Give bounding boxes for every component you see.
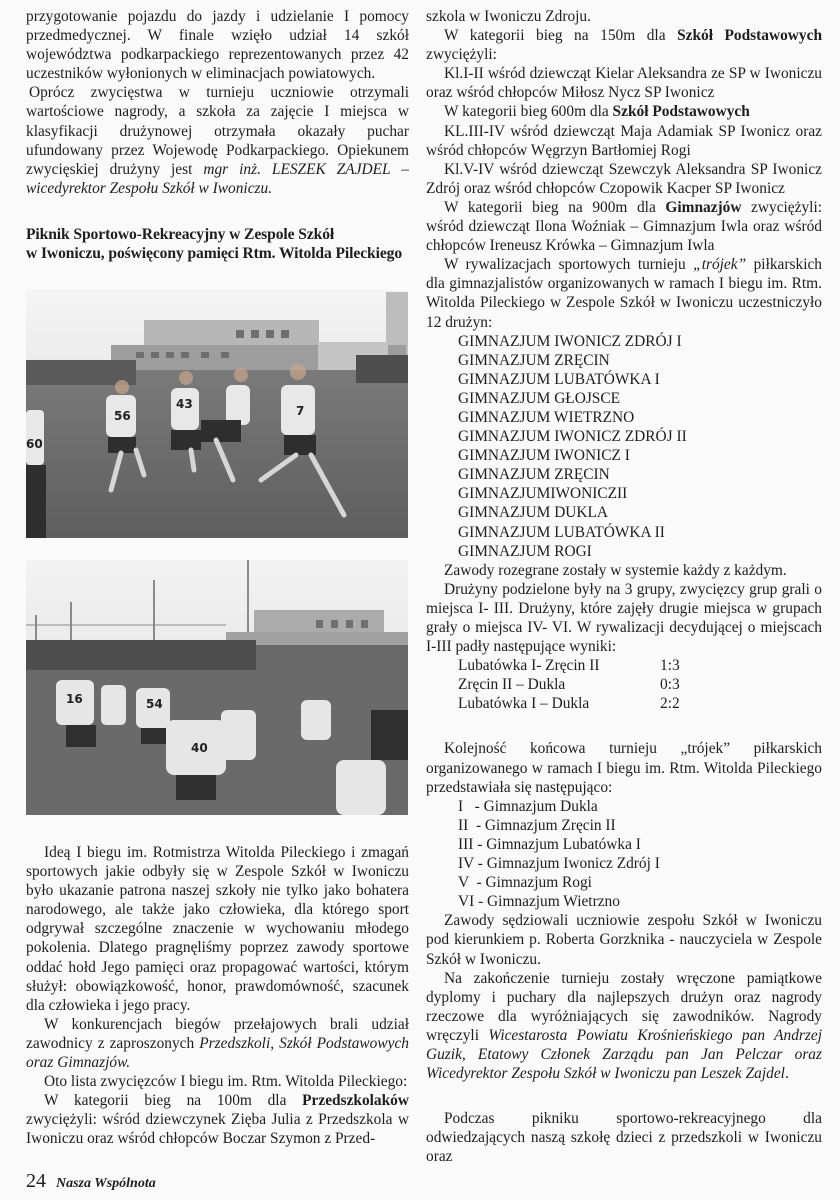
page-number: 24 <box>26 1170 46 1192</box>
result-row <box>426 675 822 694</box>
groups-paragraph: Drużyny podzielone były na 3 grupy, zwycięzcy grup grali o miejsca I- III. Drużyny, które zajęły drugie miejsca w grupach grały o miejsca IV- VI. W rywalizacji decydującej o miejscach I-III padły następujące wyniki: <box>426 580 822 656</box>
bib-43: 43 <box>176 397 193 411</box>
team-item: GIMNAZJUM IWONICZ ZDRÓJ I <box>458 332 682 350</box>
football-text: W rywalizacjach sportowych turnieju <box>444 256 694 274</box>
idea-paragraph: Ideą I biegu im. Rotmistrza Witolda Pileckiego i zmagań sportowych jakie odbyły się w Zespole Szkół w Iwoniczu było ukazanie patrona naszej szkoły nie tylko jako bohatera narodowego, ale także jako człowieka, dla którego sport odgrywał szczególne znaczenie w wychowaniu młodego pokolenia. Dlatego pragnęliśmy poprzez zawody sportowe oddać hołd Jego pamięci oraz propagować wartości, którym służył: obowiązkowość, honor, prawdomówność, szacunek dla człowieka i jego pracy. <box>26 844 409 1014</box>
preschool-text-end: zwyciężyli: wśród dziewczynek Zięba Julia z Przedszkola w Iwoniczu oraz wśród chłopców Boczar Szymon z Przed- <box>26 1111 409 1148</box>
photo-girls-race <box>26 290 408 538</box>
bib-56: 56 <box>114 409 131 423</box>
awards-text: Oprócz zwycięstwa w turnieju uczniowie otrzymali wartościowe nagrody, a szkoła za zajęcie I miejsca w klasyfikacji drużynowej otrzymała okazały puchar ufundowany przez Wojewodę Podkarpackiego. Opiekunem zwycięskiej drużyny jest <box>26 84 409 178</box>
team-item: GIMNAZJUMIWONICZII <box>458 485 628 503</box>
preschool-bold: Przedszkolaków <box>302 1092 409 1110</box>
heading-line-2: w Iwoniczu, poświęcony pamięci Rtm. Witolda Pileckiego <box>26 245 403 263</box>
cat600-bold: Szkół Podstawowych <box>612 103 750 121</box>
rank-item: III - Gimnazjum Lubatówka I <box>458 835 641 853</box>
competitors-italic: Przedszkoli, Szkół Podstawowych oraz Gimnazjów. <box>26 1034 409 1072</box>
team-item: GIMNAZJUM WIETRZNO <box>458 408 635 426</box>
awards-paragraph <box>26 83 409 198</box>
closing-end: . <box>784 1065 789 1083</box>
rank-item: V - Gimnazjum Rogi <box>458 874 592 892</box>
competitors-paragraph <box>26 1015 409 1072</box>
cat900-bold: Gimnazjów <box>665 198 742 216</box>
intro-paragraph: przygotowanie pojazdu do jazdy i udzielanie I pomocy przedmedycznej. W finale wzięło udział 14 szkół województwa podkarpackiego reprezentowanych przez 42 uczestników wyłonionych w eliminacjach powiatowych. <box>26 8 409 83</box>
cat600-text: W kategorii bieg 600m dla <box>444 103 613 121</box>
bib-16: 16 <box>66 692 83 706</box>
football-italic: „trójek” <box>693 256 747 274</box>
teams-list <box>426 332 822 561</box>
cat900-text: W kategorii bieg na 900m dla <box>444 198 666 216</box>
picnic-paragraph: Podczas pikniku sportowo-rekreacyjnego dla odwiedzających naszą szkołę dzieci z przedszkoli w Iwoniczu oraz <box>426 1110 822 1166</box>
photo-boys-race-image <box>26 560 408 815</box>
cat150-text: W kategorii bieg na 150m dla <box>444 27 678 45</box>
result-match: Lubatówka I – Dukla <box>458 695 590 713</box>
team-item: GIMNAZJUM ZRĘCIN <box>458 466 610 484</box>
bib-54: 54 <box>146 697 163 711</box>
football-end: piłkarskich dla gimnazjalistów organizowanych w ramach I biegu im. Rtm. Witolda Pileckiego w Zespole Szkół w Iwoniczu uczestniczyło 12 drużyn: <box>426 256 822 331</box>
photo-girls-race-image <box>26 290 408 538</box>
preschool-paragraph <box>26 1091 409 1148</box>
result-match: Zręcin II – Dukla <box>458 676 566 694</box>
heading-line-1: Piknik Sportowo-Rekreacyjny w Zespole Szkół <box>26 225 335 243</box>
result-score: 0:3 <box>660 676 680 694</box>
continuation-text: szkola w Iwoniczu Zdroju. <box>426 8 591 25</box>
team-item: GIMNAZJUM IWONICZ I <box>458 447 630 465</box>
results-table <box>426 656 822 713</box>
result-row <box>426 656 822 675</box>
result-row <box>426 694 822 713</box>
cat150-end: zwyciężyli: <box>426 46 497 64</box>
system-paragraph: Zawody rozegrane zostały w systemie każdy z każdym. <box>444 561 787 579</box>
cat600-paragraph <box>426 102 822 121</box>
team-item: GIMNAZJUM ROGI <box>458 542 592 560</box>
publication-name: Nasza Wspólnota <box>56 1176 156 1191</box>
left-column-lower <box>26 843 409 1149</box>
referees-paragraph: Zawody sędziowali uczniowie zespołu Szkół w Iwoniczu pod kierunkiem p. Roberta Gorzknika - nauczyciela w Zespole Szkół w Iwoniczu. <box>426 912 822 968</box>
kl12-paragraph: Kl.I-II wśród dziewcząt Kielar Aleksandra ze SP w Iwoniczu oraz wśród chłopców Miłosz Nycz SP Iwonicz <box>426 65 822 102</box>
closing-italic: Wicestarosta Powiatu Krośnieńskiego pan Andrzej Guzik, Etatowy Członek Zarządu pan Jan Pelczar oraz Wicedyrektor Zespołu Szkół w Iwoniczu pan Leszek Zajdel <box>426 1026 822 1083</box>
team-item: GIMNAZJUM ZRĘCIN <box>458 351 610 369</box>
bib-7: 7 <box>296 404 305 418</box>
cat150-paragraph <box>426 26 822 64</box>
closing-text: Na zakończenie turnieju zostały wręczone pamiątkowe dyplomy i puchary dla najlepszych drużyn oraz nagrody rzeczowe dla wyróżniających się zawodników. Nagrody wręczyli <box>426 969 822 1044</box>
article-heading <box>26 225 409 264</box>
winners-intro: Oto lista zwycięzców I biegu im. Rtm. Witolda Pileckiego: <box>44 1073 408 1091</box>
kl56-paragraph: Kl.V-IV wśród dziewcząt Szewczyk Aleksandra SP Iwonicz Zdrój oraz wśród chłopców Czopowik Kacper SP Iwonicz <box>426 160 822 197</box>
result-match: Lubatówka I- Zręcin II <box>458 657 600 675</box>
team-item: GIMNAZJUM GŁOJSCE <box>458 389 621 407</box>
competitors-text: W konkurencjach biegów przełajowych brali udział zawodnicy z zaproszonych <box>26 1015 409 1052</box>
rank-item: VI - Gimnazjum Wietrzno <box>458 893 620 911</box>
bib-60: 60 <box>26 437 43 451</box>
awards-italic: mgr inż. LESZEK ZAJDEL – wicedyrektor Zespołu Szkół w Iwoniczu. <box>26 160 409 197</box>
right-column <box>426 7 822 1166</box>
final-order-intro: Kolejność końcowa turnieju „trójek” piłkarskich organizowanego w ramach I biegu im. Rtm. Witolda Pileckiego przedstawiała się następująco: <box>426 740 822 796</box>
left-column <box>26 0 409 264</box>
kl34-paragraph: KL.III-IV wśród dziewcząt Maja Adamiak SP Iwonicz oraz wśród chłopców Węgrzyn Bartłomiej Rogi <box>426 122 822 159</box>
cat900-end: zwyciężyli: wśród dziewcząt Ilona Woźniak – Gimnazjum Iwla oraz wśród chłopców Ireneusz Krówka – Gimnazjum Iwla <box>426 198 822 255</box>
bib-40: 40 <box>191 741 208 755</box>
result-score: 2:2 <box>660 695 680 713</box>
photo-boys-race <box>26 560 408 815</box>
team-item: GIMNAZJUM LUBATÓWKA I <box>458 370 660 388</box>
rank-item: I - Gimnazjum Dukla <box>458 797 598 815</box>
team-item: GIMNAZJUM DUKLA <box>458 504 609 522</box>
cat900-paragraph <box>426 198 822 255</box>
result-score: 1:3 <box>660 657 680 675</box>
football-paragraph <box>426 255 822 331</box>
rank-item: II - Gimnazjum Zręcin II <box>458 816 616 834</box>
cat150-bold: Szkół Podstawowych <box>677 27 822 45</box>
closing-paragraph <box>426 969 822 1084</box>
team-item: GIMNAZJUM LUBATÓWKA II <box>458 523 665 541</box>
rank-item: IV - Gimnazjum Iwonicz Zdrój I <box>458 855 660 873</box>
preschool-text-start: W kategorii bieg na 100m dla <box>44 1092 303 1110</box>
final-order-list <box>426 797 822 912</box>
page-footer <box>26 1170 156 1193</box>
team-item: GIMNAZJUM IWONICZ ZDRÓJ II <box>458 428 687 446</box>
